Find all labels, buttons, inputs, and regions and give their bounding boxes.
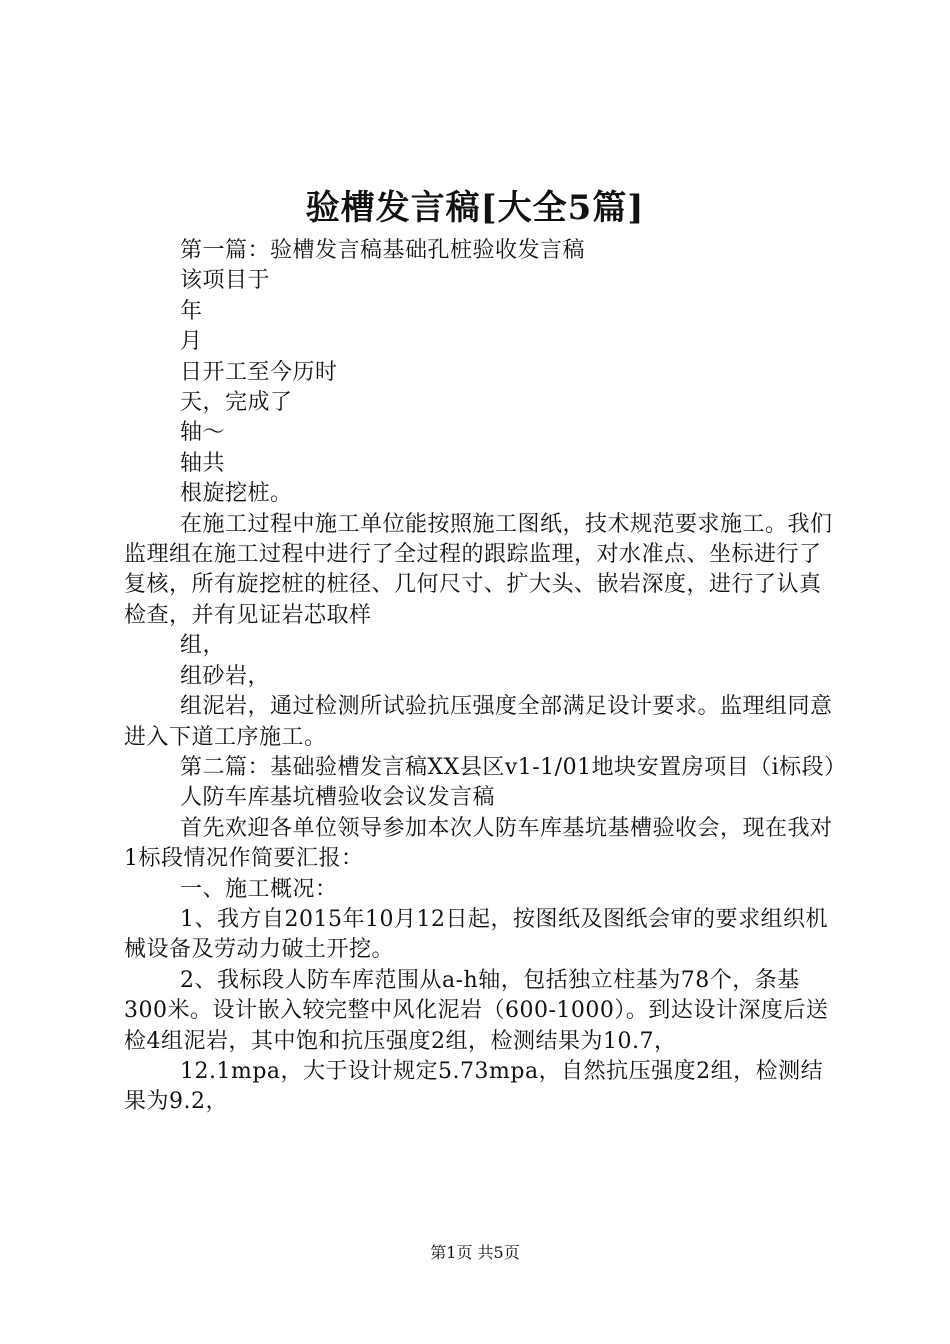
paragraph: 人防车库基坑槽验收会议发言稿: [180, 785, 496, 811]
paragraph: 组，: [180, 633, 226, 659]
paragraph: 12.1mpa，大于设计规定5.73mpa，自然抗压强度2组，检测结果为9.2，: [124, 1058, 824, 1115]
paragraph: 组砂岩，: [180, 663, 271, 689]
paragraph: 天，完成了: [180, 390, 293, 416]
paragraph: 在施工过程中施工单位能按照施工图纸，技术规范要求施工。我们监理组在施工过程中进行了全过程的跟踪监理，对水准点、坐标进行了复核，所有旋挖桩的桩径、几何尺寸、扩大头、嵌岩深度，进行了认真检查，并有见证岩芯取样: [124, 511, 833, 628]
paragraph: 组泥岩，通过检测所试验抗压强度全部满足设计要求。监理组同意进入下道工序施工。: [124, 694, 833, 750]
paragraph: 轴共: [180, 450, 226, 476]
paragraph: 2、我标段人防车库范围从a-h轴，包括独立柱基为78个，条基300米。设计嵌入较完整中风化泥岩（600-1000）。到达设计深度后送检4组泥岩，其中饱和抗压强度2组，检测结果为10.7，: [124, 967, 829, 1054]
document-title: 验槽发言稿[大全5篇]: [305, 188, 645, 228]
paragraph: 一、施工概况：: [180, 876, 338, 902]
page-footer: 第1页 共5页: [430, 1243, 520, 1262]
paragraph: 月: [180, 329, 203, 355]
paragraph: 年: [180, 298, 203, 324]
paragraph: 首先欢迎各单位领导参加本次人防车库基坑基槽验收会，现在我对1标段情况作简要汇报：: [124, 815, 833, 872]
paragraph: 根旋挖桩。: [180, 481, 293, 507]
paragraph: 第二篇：基础验槽发言稿XX县区v1-1/01地块安置房项目（i标段）: [180, 754, 847, 780]
paragraph: 该项目于: [180, 268, 271, 294]
paragraph: 日开工至今历时: [180, 359, 338, 385]
paragraph: 1、我方自2015年10月12日起，按图纸及图纸会审的要求组织机械设备及劳动力破土开挖。: [124, 906, 828, 963]
paragraph: 轴～: [180, 420, 226, 446]
paragraph: 第一篇：验槽发言稿基础孔桩验收发言稿: [180, 238, 586, 263]
document-body: [124, 236, 847, 1118]
